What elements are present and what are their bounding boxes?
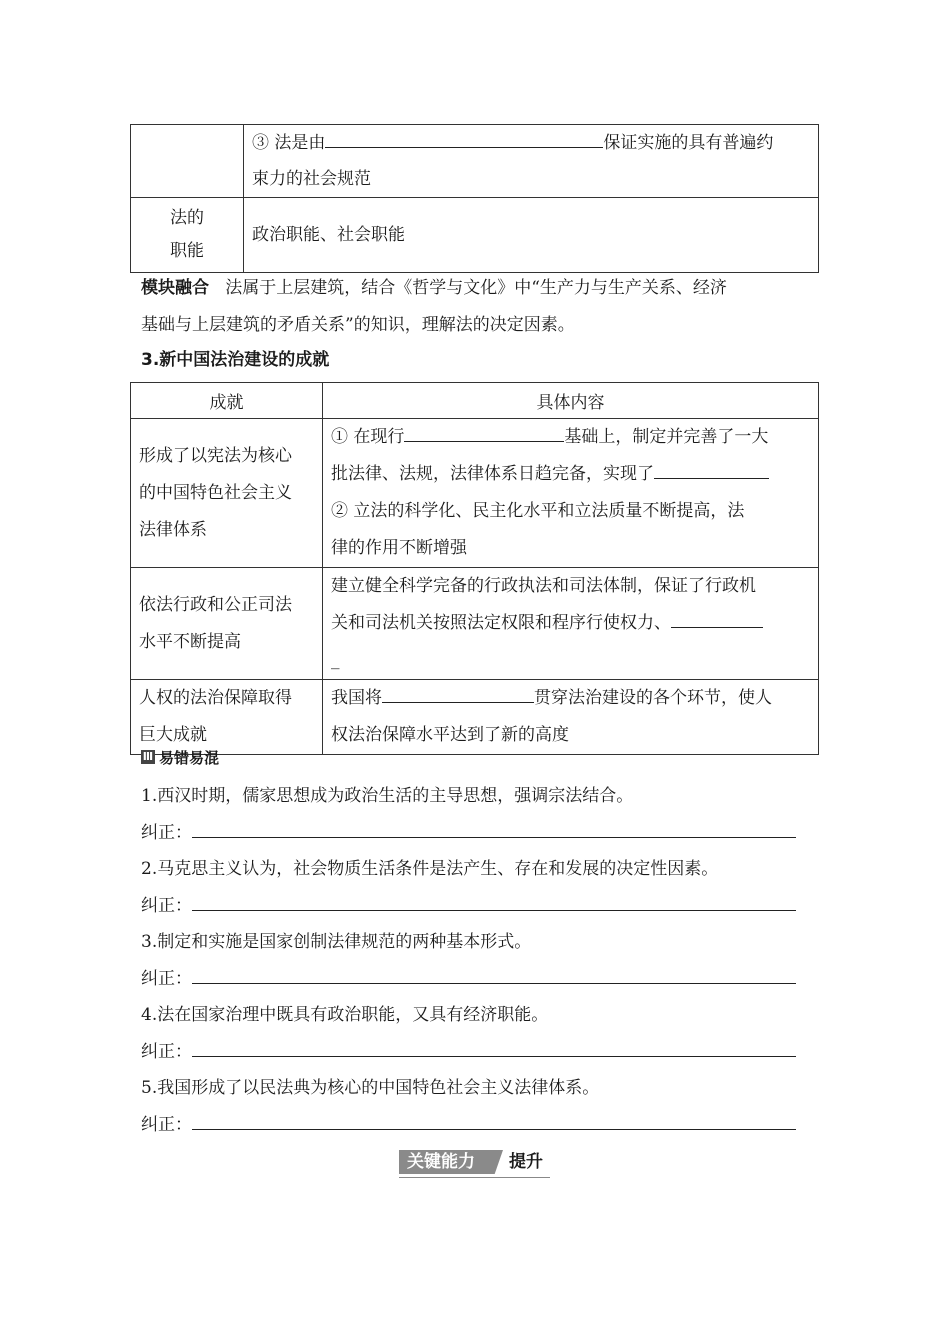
correction-blank[interactable] — [192, 965, 796, 984]
cell-text: ② 立法的科学化、民主化水平和立法质量不断提高，法 — [331, 501, 745, 521]
correction-blank[interactable] — [192, 1038, 796, 1057]
correction-label: 纠正： — [141, 896, 192, 916]
error-item: 4.法在国家治理中既具有政治职能，又具有经济职能。 — [141, 1005, 549, 1025]
errors-section-header — [141, 748, 219, 766]
correction-blank[interactable] — [192, 892, 796, 911]
module-text: 基础与上层建筑的矛盾关系”的知识，理解法的决定因素。 — [141, 315, 575, 335]
cell-text: _ — [331, 650, 340, 670]
cell-text: 贯穿法治建设的各个环节，使人 — [534, 688, 772, 708]
module-label: 模块融合 — [141, 278, 209, 298]
module-text: 法属于上层建筑，结合《哲学与文化》中“生产力与生产关系、经济 — [225, 278, 727, 298]
fill-blank[interactable] — [382, 684, 534, 703]
correction-line — [141, 888, 796, 924]
row-label — [131, 419, 323, 568]
key-ability-banner — [399, 1148, 550, 1178]
cell-text: 政治职能、社会职能 — [252, 224, 405, 245]
correction-blank[interactable] — [192, 819, 796, 838]
correction-label: 纠正： — [141, 1042, 192, 1062]
table-row — [131, 680, 819, 755]
label-text: 依法行政和公正司法 — [139, 594, 292, 615]
column-header: 具体内容 — [323, 383, 819, 419]
correction-line — [141, 815, 796, 851]
label-text: 人权的法治保障取得 — [139, 688, 292, 708]
table-cell — [323, 419, 819, 568]
table-cell — [323, 680, 819, 755]
cell-text: 我国将 — [331, 688, 382, 708]
correction-label: 纠正： — [141, 823, 192, 843]
table-row — [131, 568, 819, 680]
correction-line — [141, 1034, 796, 1070]
label-text: 巨大成就 — [139, 725, 207, 745]
correction-line — [141, 1107, 796, 1143]
label-text: 的中国特色社会主义 — [139, 482, 292, 503]
fill-blank[interactable] — [404, 423, 564, 442]
module-line-2 — [141, 307, 575, 343]
table-cell-empty — [131, 125, 244, 198]
achievements-table — [130, 382, 819, 755]
cell-text: 批法律、法规，法律体系日趋完备，实现了 — [331, 464, 654, 484]
fill-blank[interactable] — [654, 460, 769, 479]
label-text: 法律体系 — [139, 519, 207, 540]
key-ability-text: 提升 — [509, 1152, 543, 1172]
cell-text: ① 在现行 — [331, 427, 405, 447]
cell-text: 束力的社会规范 — [252, 169, 371, 189]
correction-label: 纠正： — [141, 969, 192, 989]
cell-text: 保证实施的具有普遍约 — [603, 133, 774, 153]
label-text: 法的 — [170, 208, 204, 228]
table-row — [131, 198, 819, 273]
table-cell — [244, 125, 819, 198]
section-heading: 3.新中国法治建设的成就 — [141, 350, 330, 370]
table-row — [131, 125, 819, 198]
error-item: 3.制定和实施是国家创制法律规范的两种基本形式。 — [141, 932, 532, 952]
row-label — [131, 568, 323, 680]
cell-text: 权法治保障水平达到了新的高度 — [331, 725, 569, 745]
table-cell — [323, 568, 819, 680]
section-badge-icon: Ⅲ — [142, 750, 154, 763]
cell-text: 基础上，制定并完善了一大 — [564, 427, 769, 447]
cell-text: 关和司法机关按照法定权限和程序行使权力、 — [331, 613, 671, 633]
row-label — [131, 198, 244, 273]
label-text: 水平不断提高 — [139, 631, 241, 652]
column-header: 成就 — [131, 383, 323, 419]
error-item: 2.马克思主义认为，社会物质生活条件是法产生、存在和发展的决定性因素。 — [141, 859, 719, 879]
key-ability-tag-text: 关键能力 — [407, 1152, 475, 1172]
label-text: 职能 — [170, 241, 204, 261]
correction-line — [141, 961, 796, 997]
table-cell — [244, 198, 819, 273]
law-functions-table — [130, 124, 819, 273]
module-line-1 — [141, 270, 831, 306]
correction-label: 纠正： — [141, 1115, 192, 1135]
table-row — [131, 419, 819, 568]
row-label — [131, 680, 323, 755]
fill-blank[interactable] — [671, 609, 763, 628]
correction-blank[interactable] — [192, 1111, 796, 1130]
cell-text: 律的作用不断增强 — [331, 538, 467, 558]
error-item: 1.西汉时期，儒家思想成为政治生活的主导思想，强调宗法结合。 — [141, 786, 634, 806]
label-text: 形成了以宪法为核心 — [139, 445, 292, 466]
errors-title: 易错易混 — [159, 748, 220, 767]
fill-blank[interactable] — [325, 129, 603, 148]
table-header-row — [131, 383, 819, 419]
error-item: 5.我国形成了以民法典为核心的中国特色社会主义法律体系。 — [141, 1078, 600, 1098]
cell-text: 建立健全科学完备的行政执法和司法体制，保证了行政机 — [331, 576, 756, 596]
cell-text: ③ 法是由 — [252, 133, 326, 153]
